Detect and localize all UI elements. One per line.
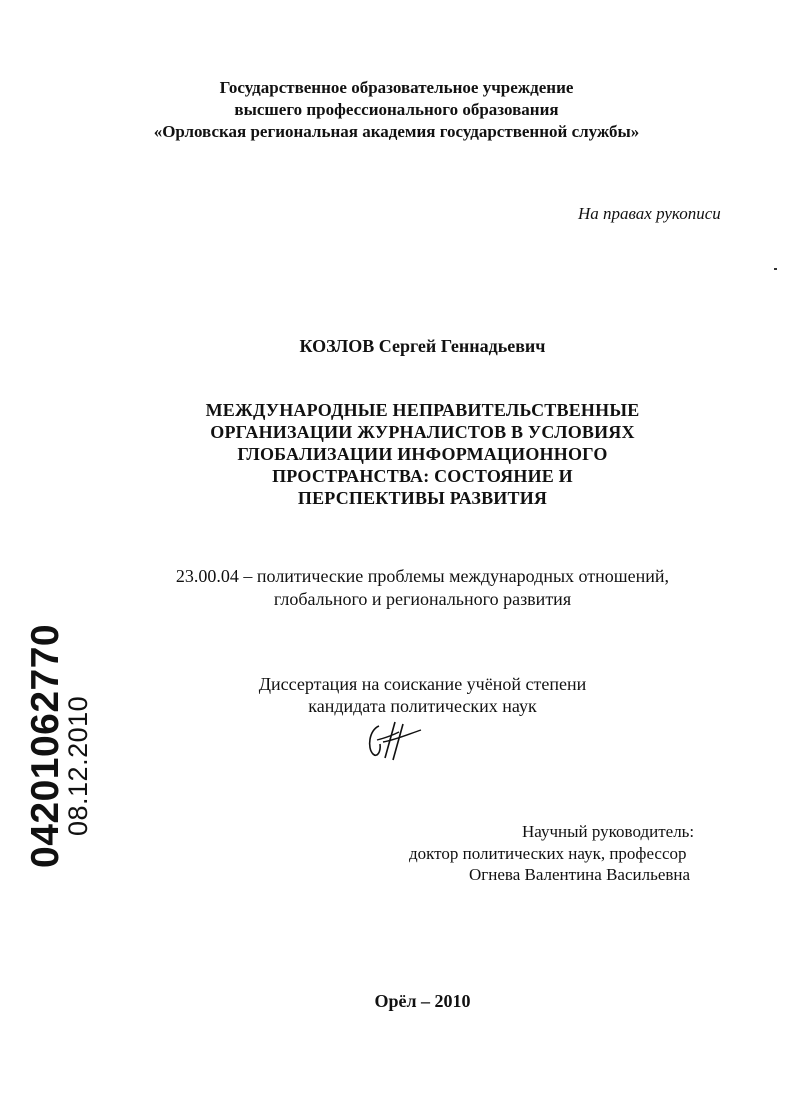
handwritten-signature	[365, 718, 425, 762]
supervisor-name: Огнева Валентина Васильевна	[469, 865, 691, 884]
degree-line-2: кандидата политических наук	[308, 696, 537, 716]
scan-speck	[774, 268, 777, 270]
title-line-1: МЕЖДУНАРОДНЫЕ НЕПРАВИТЕЛЬСТВЕННЫЕ	[205, 400, 640, 420]
specialty-line-2: глобального и регионального развития	[273, 589, 572, 609]
title-line-4: ПРОСТРАНСТВА: СОСТОЯНИЕ И	[272, 466, 573, 486]
institution-line-2: высшего профессионального образования	[234, 100, 559, 119]
archive-number: 04201062770	[24, 623, 67, 868]
degree-line-1: Диссертация на соискание учёной степени	[258, 674, 587, 694]
city-year: Орёл – 2010	[374, 991, 471, 1011]
title-line-2: ОРГАНИЗАЦИИ ЖУРНАЛИСТОВ В УСЛОВИЯХ	[210, 422, 635, 442]
author-name: КОЗЛОВ Сергей Геннадьевич	[299, 336, 546, 356]
title-line-3: ГЛОБАЛИЗАЦИИ ИНФОРМАЦИОННОГО	[237, 444, 608, 464]
archive-date: 08.12.2010	[63, 695, 93, 836]
institution-line-3: «Орловская региональная академия государственной службы»	[153, 122, 640, 141]
supervisor-rank: доктор политических наук, профессор	[409, 844, 687, 863]
manuscript-note: На правах рукописи	[578, 204, 721, 223]
supervisor-label: Научный руководитель:	[522, 822, 695, 841]
title-line-5: ПЕРСПЕКТИВЫ РАЗВИТИЯ	[297, 488, 548, 508]
institution-line-1: Государственное образовательное учреждение	[219, 78, 574, 97]
specialty-line-1: 23.00.04 – политические проблемы международных отношений,	[175, 566, 670, 586]
